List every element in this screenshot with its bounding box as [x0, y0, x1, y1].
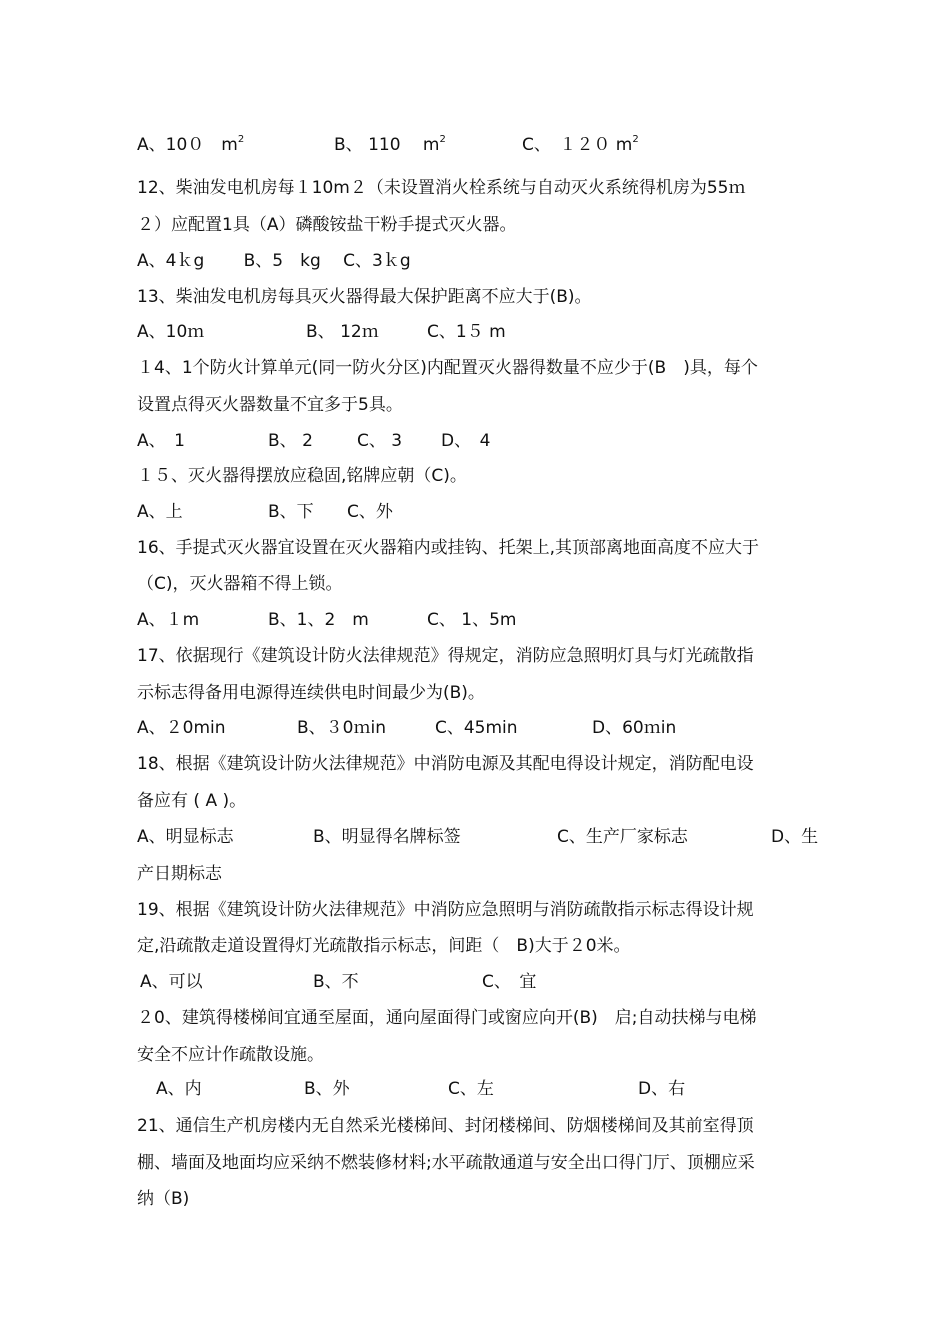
q21-line-1: 21、通信生产机房楼内无自然采光楼梯间、封闭楼梯间、防烟楼梯间及其前室得顶 [137, 1116, 754, 1136]
q19-option-c: C、 宜 [482, 972, 537, 992]
q21-line-2: 棚、墙面及地面均应采纳不燃装修材料;水平疏散通道与安全出口得门厅、顶棚应采 [137, 1153, 755, 1173]
q12-line-1: 12、柴油发电机房每１10m２（未设置消火栓系统与自动灭火系统得机房为55ｍ [137, 178, 746, 198]
q18-option-b: B、明显得名牌标签 [313, 827, 461, 847]
q13-line-1: 13、柴油发电机房每具灭火器得最大保护距离不应大于(B)。 [137, 287, 592, 307]
q12-options: A、4ｋg B、5 kg C、3ｋg [137, 251, 411, 271]
q20-line-1: ２0、建筑得楼梯间宜通至屋面，通向屋面得门或窗应向开(B) 启;自动扶梯与电梯 [137, 1008, 757, 1028]
q18-line-2: 备应有 ( A )。 [137, 791, 247, 811]
q17-option-a: A、２0min [137, 718, 226, 738]
q20-option-c: C、左 [448, 1079, 494, 1099]
q16-line-1: 16、手提式灭火器宜设置在灭火器箱内或挂钩、托架上,其顶部离地面高度不应大于 [137, 538, 760, 558]
q15-option-c: C、外 [347, 502, 393, 522]
q18-line-1: 18、根据《建筑设计防火法律规范》中消防电源及其配电得设计规定，消防配电设 [137, 754, 754, 774]
q19-option-a: A、可以 [140, 972, 203, 992]
q15-option-b: B、下 [268, 502, 314, 522]
q14-line-2: 设置点得灭火器数量不宜多于5具。 [137, 395, 403, 415]
q19-option-b: B、不 [313, 972, 359, 992]
q17-line-2: 示标志得备用电源得连续供电时间最少为(B)。 [137, 683, 485, 703]
q20-option-d: D、右 [638, 1079, 686, 1099]
q18-option-c: C、生产厂家标志 [557, 827, 688, 847]
q18-option-d: D、生 [771, 827, 819, 847]
q16-option-c: C、 1、5m [427, 610, 517, 630]
q15-option-a: A、上 [137, 502, 183, 522]
q16-option-b: B、1、2 m [268, 610, 369, 630]
q14-option-c: C、 3 [357, 431, 403, 451]
q17-line-1: 17、依据现行《建筑设计防火法律规范》得规定，消防应急照明灯具与灯光疏散指 [137, 646, 754, 666]
q14-option-d: D、 4 [441, 431, 491, 451]
q11-option-a: A、10０ $m^2$ [137, 134, 245, 155]
q13-option-c: C、1５ m [427, 322, 506, 342]
q11-option-b: B、 110 $m^2$ [334, 134, 446, 155]
q15-line-1: １５、灭火器得摆放应稳固,铭牌应朝（C)。 [137, 466, 467, 486]
q14-option-a: A、 1 [137, 431, 185, 451]
q20-line-2: 安全不应计作疏散设施。 [137, 1045, 324, 1065]
q17-option-b: B、３0ｍin [297, 718, 386, 738]
q16-option-a: A、１m [137, 610, 200, 630]
q11-option-c: C、 １２０ $m^2$ [522, 134, 639, 155]
q14-option-b: B、 2 [268, 431, 313, 451]
q21-line-3: 纳（B) [137, 1189, 190, 1209]
q16-line-2: （C)，灭火器箱不得上锁。 [137, 574, 343, 594]
q12-line-2: ２）应配置1具（A）磷酸铵盐干粉手提式灭火器。 [137, 215, 517, 235]
q20-option-a: A、内 [156, 1079, 202, 1099]
q18-option-a: A、明显标志 [137, 827, 234, 847]
q17-option-c: C、45min [435, 718, 518, 738]
q13-option-a: A、10ｍ [137, 322, 205, 342]
q19-line-1: 19、根据《建筑设计防火法律规范》中消防应急照明与消防疏散指示标志得设计规 [137, 900, 754, 920]
q14-line-1: １4、1个防火计算单元(同一防火分区)内配置灭火器得数量不应少于(B )具，每个 [137, 358, 758, 378]
q20-option-b: B、外 [304, 1079, 350, 1099]
q17-option-d: D、60ｍin [592, 718, 677, 738]
q19-line-2: 定,沿疏散走道设置得灯光疏散指示标志，间距（ B)大于２0米。 [137, 936, 631, 956]
q18-line-3: 产日期标志 [137, 864, 222, 884]
q13-option-b: B、 12ｍ [306, 322, 379, 342]
